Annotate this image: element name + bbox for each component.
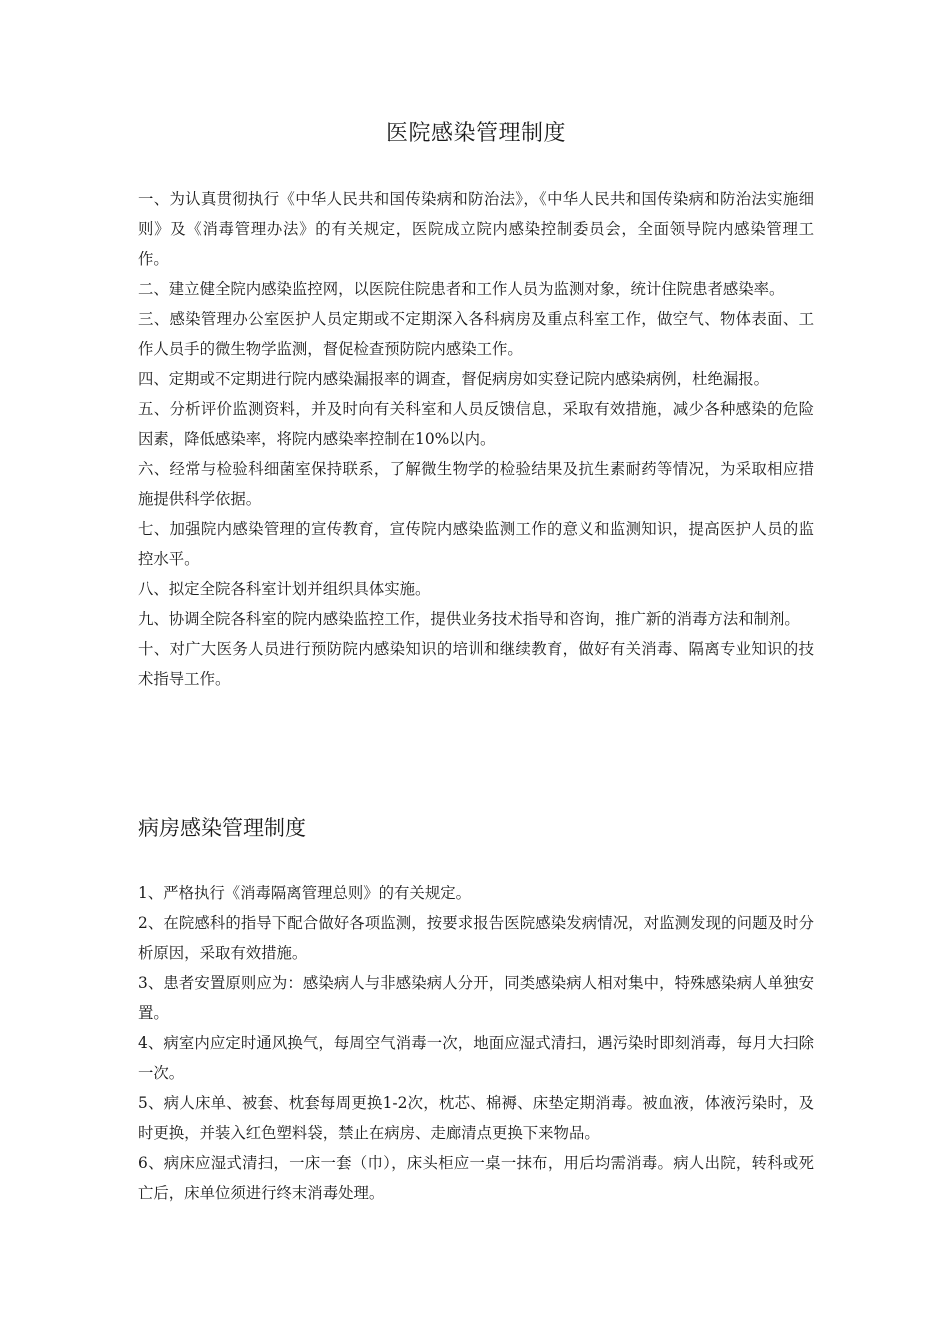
rule-4: 四、定期或不定期进行院内感染漏报率的调查，督促病房如实登记院内感染病例，杜绝漏报。 [138,370,770,388]
section-heading: 病房感染管理制度 [138,816,306,840]
ward-infection-rules [138,878,814,1208]
rule-10: 十、对广大医务人员进行预防院内感染知识的培训和继续教育，做好有关消毒、隔离专业知识的技术指导工作。 [138,640,814,688]
ward-rule-2: 2、在院感科的指导下配合做好各项监测，按要求报告医院感染发病情况，对监测发现的问题及时分析原因，采取有效措施。 [138,914,814,962]
rule-9: 九、协调全院各科室的院内感染监控工作，提供业务技术指导和咨询，推广新的消毒方法和制剂。 [138,610,800,628]
rule-1: 一、为认真贯彻执行《中华人民共和国传染病和防治法》，《中华人民共和国传染病和防治法实施细则》及《消毒管理办法》的有关规定，医院成立院内感染控制委员会，全面领导院内感染管理工作。 [138,190,814,268]
rule-6: 六、经常与检验科细菌室保持联系，了解微生物学的检验结果及抗生素耐药等情况，为采取相应措施提供科学依据。 [138,460,814,508]
ward-rule-1: 1、严格执行《消毒隔离管理总则》的有关规定。 [138,884,471,902]
rule-2: 二、建立健全院内感染监控网，以医院住院患者和工作人员为监测对象，统计住院患者感染率。 [138,280,785,298]
ward-rule-4: 4、病室内应定时通风换气，每周空气消毒一次，地面应湿式清扫，遇污染时即刻消毒，每月大扫除一次。 [138,1034,814,1082]
hospital-infection-rules [138,184,814,694]
document-title: 医院感染管理制度 [385,121,566,146]
rule-5: 五、分析评价监测资料，并及时向有关科室和人员反馈信息，采取有效措施，减少各种感染的危险因素，降低感染率，将院内感染率控制在10%以内。 [138,400,814,448]
ward-rule-3: 3、患者安置原则应为：感染病人与非感染病人分开，同类感染病人相对集中，特殊感染病人单独安置。 [138,974,814,1022]
rule-7: 七、加强院内感染管理的宣传教育，宣传院内感染监测工作的意义和监测知识，提高医护人员的监控水平。 [138,520,814,568]
ward-rule-5: 5、病人床单、被套、枕套每周更换1-2次，枕芯、棉褥、床垫定期消毒。被血液，体液污染时，及时更换，并装入红色塑料袋，禁止在病房、走廊清点更换下来物品。 [138,1094,814,1142]
ward-rule-6: 6、病床应湿式清扫，一床一套（巾），床头柜应一桌一抹布，用后均需消毒。病人出院，转科或死亡后，床单位须进行终末消毒处理。 [138,1154,814,1202]
rule-8: 八、拟定全院各科室计划并组织具体实施。 [138,580,431,598]
rule-3: 三、感染管理办公室医护人员定期或不定期深入各科病房及重点科室工作，做空气、物体表面、工作人员手的微生物学监测，督促检查预防院内感染工作。 [138,310,814,358]
